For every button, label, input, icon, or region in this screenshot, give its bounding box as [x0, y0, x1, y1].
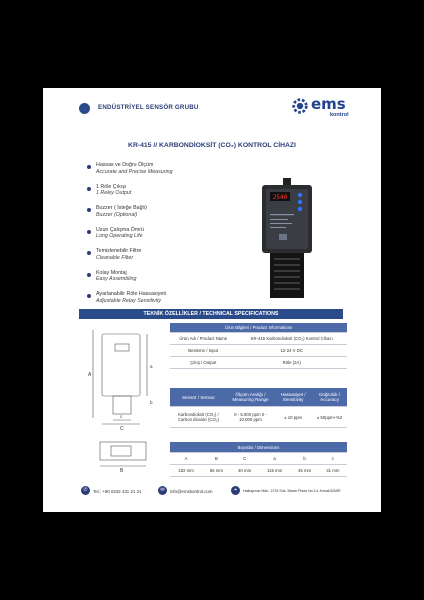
bullet-icon	[87, 165, 91, 169]
product-title: KR-415 // KARBONDİOKSİT (CO₂) KONTROL CİHAZI	[128, 142, 296, 149]
bullet-icon	[87, 187, 91, 191]
spec-header: Hassasiyet / Sensitivity	[274, 388, 312, 407]
dimensions-table	[170, 442, 347, 477]
bullet-icon	[87, 273, 91, 277]
sensor-group-icon	[79, 103, 90, 114]
dim-label-small-c: c	[120, 414, 123, 419]
info-value: Röle (2A)	[236, 357, 347, 369]
table-row	[170, 357, 347, 369]
brand-subtitle: kontrol	[330, 112, 349, 118]
feature-en: 1 Reley Output	[96, 190, 132, 196]
feature-tr: Temizlenebilir Filtre	[96, 248, 142, 254]
dim-col: a	[259, 453, 291, 465]
footer-address: Halkapınar Mah. 1376 Sok. Baran Plaza No:1/L Konak/İZMİR	[243, 489, 341, 493]
dim-label-small-a: a	[150, 364, 153, 369]
dim-label-b: B	[120, 468, 124, 474]
info-value: 12-24 V DC	[236, 345, 347, 357]
dim-table-header: Boyutlar / Dimensions	[170, 442, 347, 453]
info-label: Besleme / Input	[170, 345, 236, 357]
dim-label-c: C	[120, 426, 124, 432]
table-row	[170, 465, 347, 477]
dim-col: c	[319, 453, 347, 465]
dim-col: b	[290, 453, 318, 465]
feature-item	[87, 162, 237, 184]
feature-tr: Hassas ve Doğru Ölçüm	[96, 162, 154, 168]
page-header	[43, 88, 381, 133]
bullet-icon	[87, 230, 91, 234]
info-value: KR-415 Karbondioksit (CO₂) Kontrol Cihazı	[236, 333, 347, 345]
group-title: ENDÜSTRİYEL SENSÖR GRUBU	[98, 104, 199, 111]
feature-en: Accurate and Precise Measuring	[96, 168, 173, 175]
brand-name: ems	[311, 95, 346, 113]
bullet-icon	[87, 294, 91, 298]
dim-label-small-b: b	[150, 400, 153, 405]
feature-en: Long Operating Life	[96, 233, 143, 239]
table-row	[170, 407, 347, 428]
feature-en: Buzzer (Optional)	[96, 211, 138, 218]
dim-value: 65 mm	[202, 465, 230, 477]
page-footer	[43, 484, 381, 502]
dim-col: C	[230, 453, 258, 465]
feature-item	[87, 270, 237, 292]
spec-header: Ölçüm Aralığı / Measuring Range	[227, 388, 274, 407]
info-label: Ürün Adı / Product Name	[170, 333, 236, 345]
feature-en: Adjustable Relay Sensitivity	[96, 297, 162, 304]
spec-header: Doğruluk / Accuracy	[312, 388, 347, 407]
spec-range: 0 - 5.000 ppm 0 - 10.000 ppm	[227, 407, 274, 428]
dim-value: 40 mm	[230, 465, 258, 477]
dim-label-a: A	[88, 372, 92, 378]
feature-en: Easy Assembling	[96, 276, 137, 282]
phone-icon: ✆	[81, 486, 90, 495]
email-icon: ✉	[158, 486, 167, 495]
bullet-icon	[87, 251, 91, 255]
technical-specs-bar: TEKNİK ÖZELLİKLER / TECHNICAL SPECIFICATIONS	[79, 309, 343, 319]
spec-accuracy: ± 50ppm+%2	[312, 407, 347, 428]
feature-item	[87, 205, 237, 227]
datasheet-page	[43, 88, 381, 512]
dim-value: 182 mm	[170, 465, 202, 477]
table-row	[170, 345, 347, 357]
feature-tr: Kolay Montaj	[96, 269, 127, 276]
dim-value: 31 mm	[319, 465, 347, 477]
bullet-icon	[87, 208, 91, 212]
sensor-spec-table	[170, 388, 347, 428]
dim-value: 45 mm	[290, 465, 318, 477]
device-photo	[256, 178, 318, 300]
feature-tr: Buzzer ( İsteğe Bağlı)	[96, 205, 147, 211]
feature-item	[87, 248, 237, 270]
spec-sensor: Karbondioksit (CO₂) / Carbon dioxide (CO₂)	[170, 407, 227, 428]
device-display: 2540	[272, 194, 288, 201]
spec-header: Sensör / Sensor	[170, 388, 227, 407]
feature-list	[87, 162, 237, 313]
footer-email[interactable]: info@emskontrol.com	[170, 488, 213, 494]
footer-phone[interactable]: Tel.: +90 0232 431 21 21	[93, 488, 142, 494]
dim-col: B	[202, 453, 230, 465]
info-table-header: Ürün Bilgileri / Product Informations	[170, 323, 347, 333]
location-icon: ⌖	[231, 486, 240, 495]
feature-tr: 1 Röle Çıkışı	[96, 183, 127, 190]
feature-tr: Uzun Çalışma Ömrü	[96, 226, 144, 233]
feature-en: Cleanable Filter	[96, 254, 134, 261]
product-info-table	[170, 323, 347, 369]
dim-col: A	[170, 453, 202, 465]
table-row	[170, 333, 347, 345]
feature-item	[87, 184, 237, 206]
info-label: Çıkış / Output	[170, 357, 236, 369]
dim-value: 115 mm	[259, 465, 291, 477]
table-row	[170, 453, 347, 465]
dimension-drawing	[87, 324, 171, 494]
feature-item	[87, 227, 237, 249]
feature-tr: Ayarlanabilir Röle Hassasiyeti	[96, 291, 166, 297]
spec-sensitivity: ± 10 ppm	[274, 407, 312, 428]
gear-logo-icon	[291, 97, 309, 115]
